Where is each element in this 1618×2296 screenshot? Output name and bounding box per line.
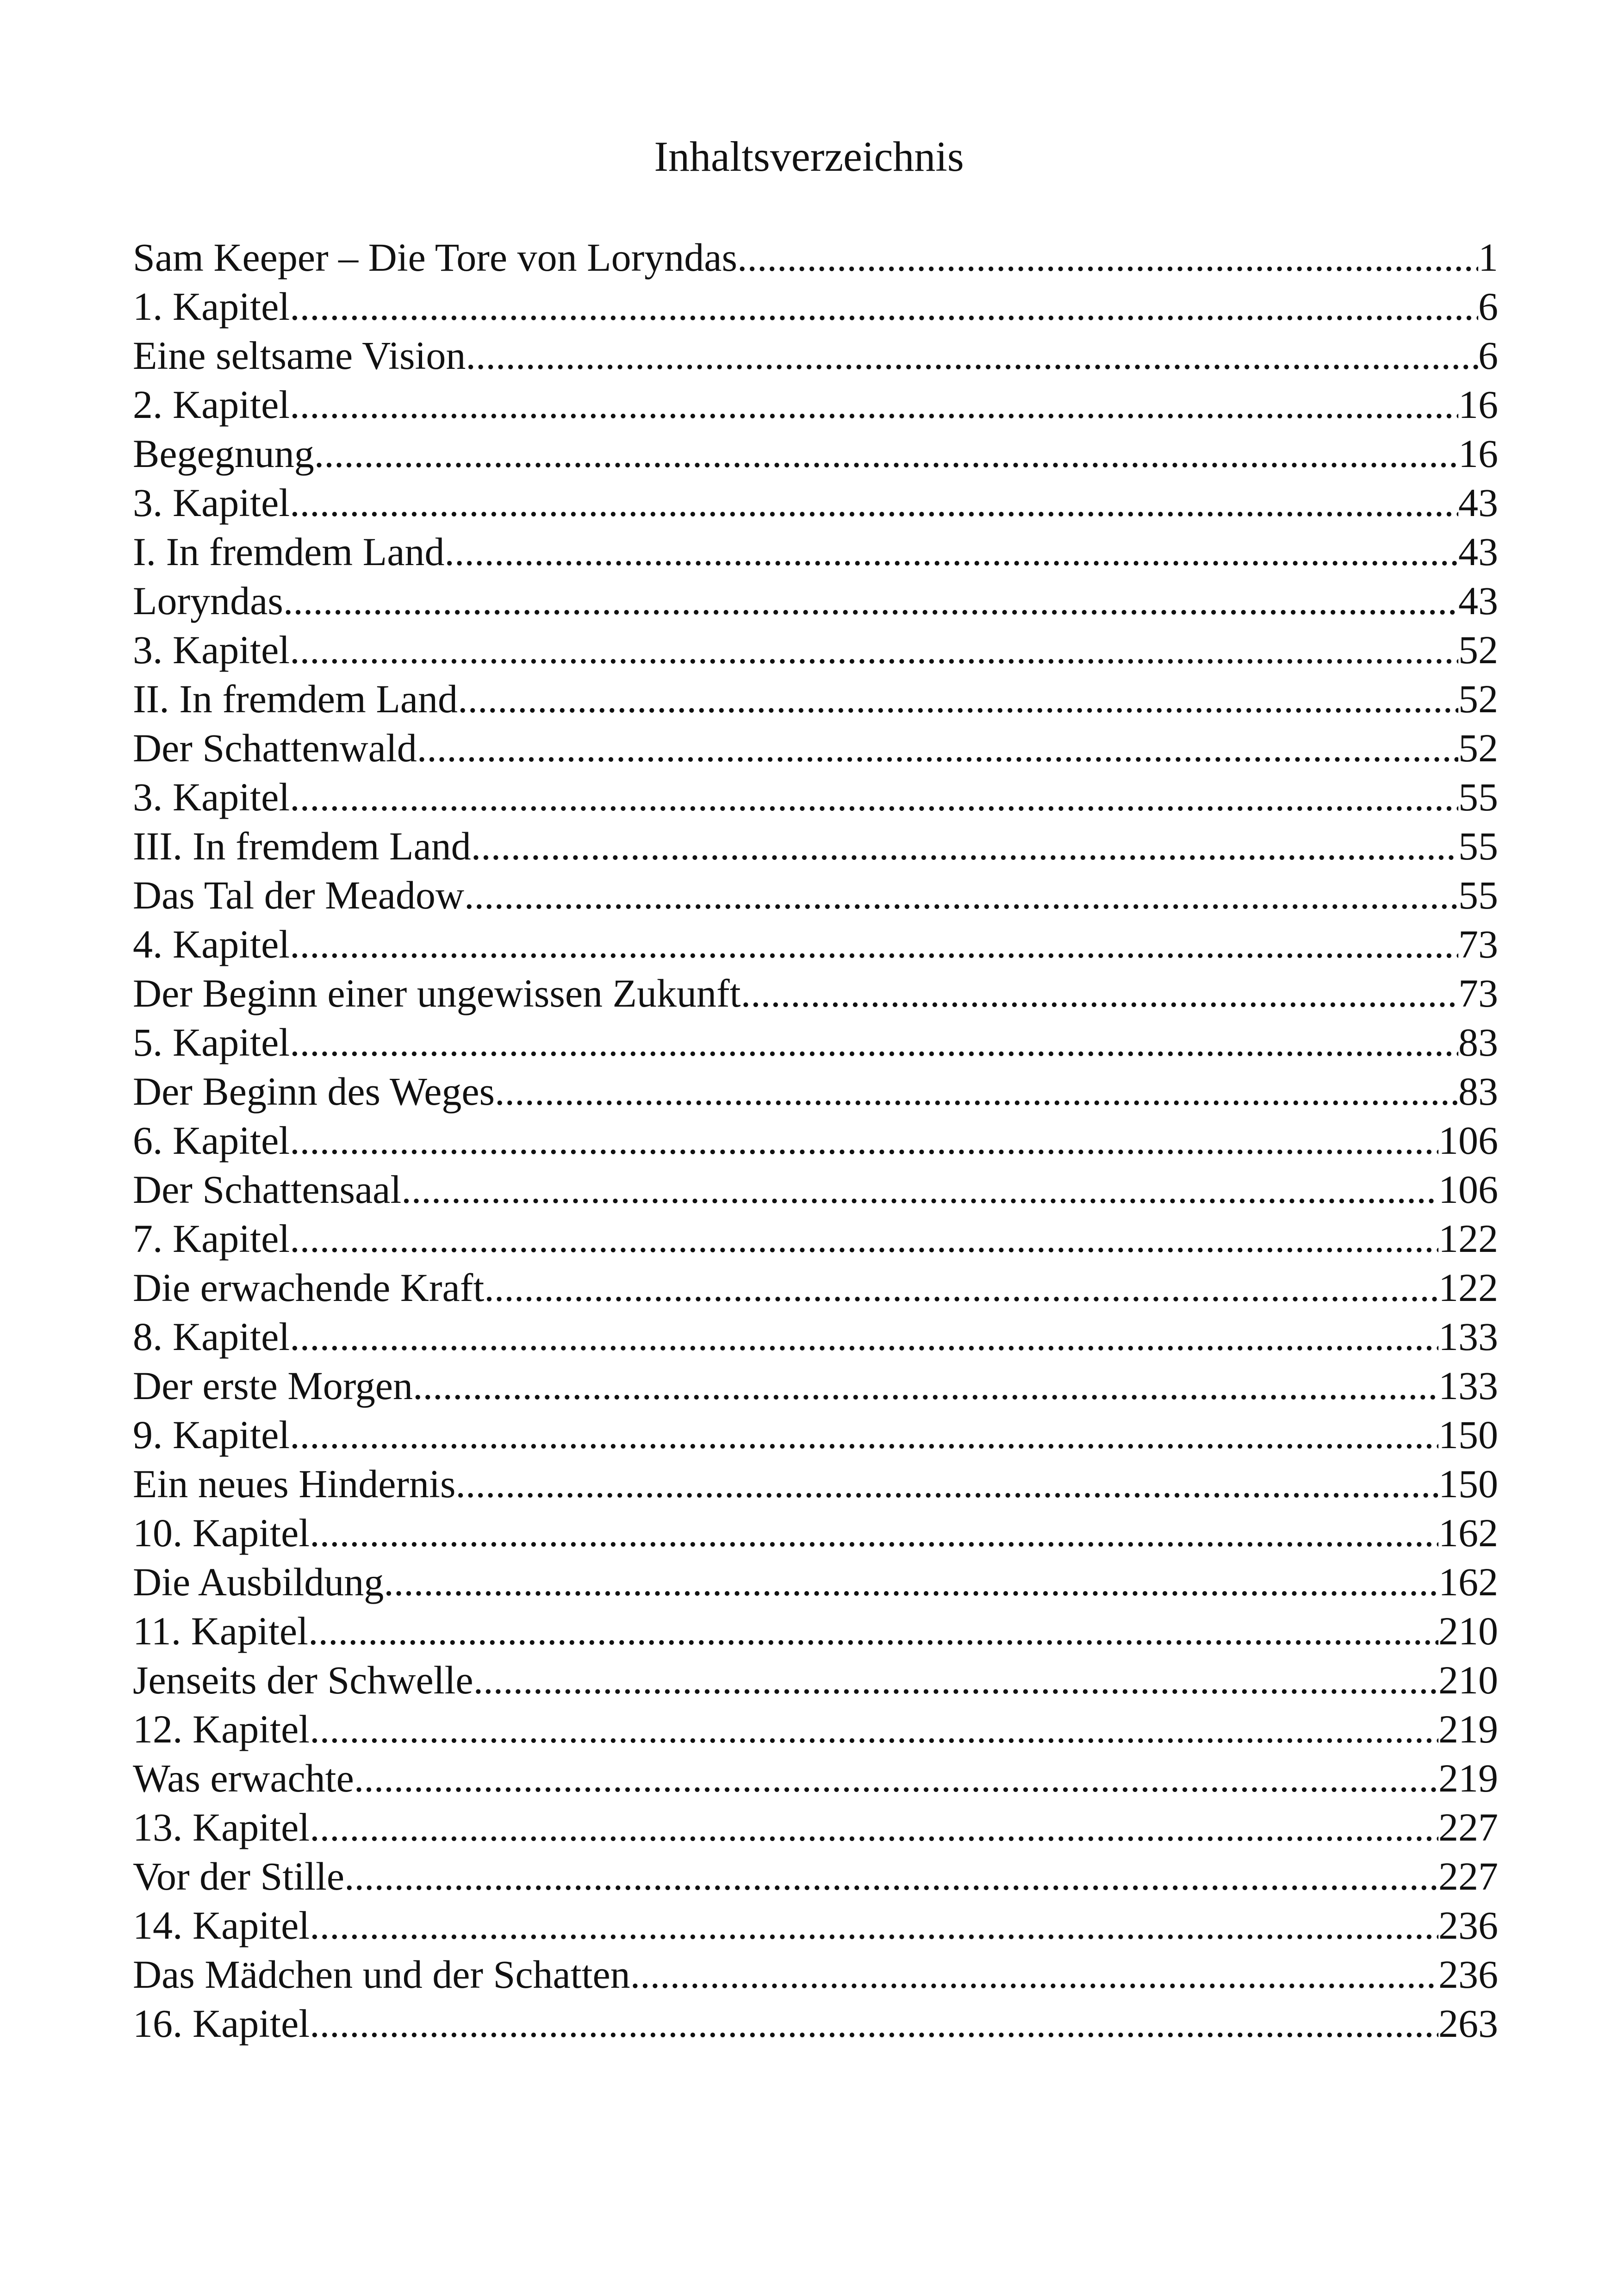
toc-dot-leader (741, 969, 1458, 1018)
toc-entry[interactable] (133, 1606, 1498, 1655)
toc-dot-leader (344, 1852, 1438, 1901)
toc-entry-title: Jenseits der Schwelle (133, 1658, 473, 1702)
toc-entry-title: Das Mädchen und der Schatten (133, 1952, 630, 1997)
toc-dot-leader (310, 1999, 1438, 2048)
toc-dot-leader (464, 871, 1458, 920)
toc-entry-title: Was erwachte (133, 1756, 354, 1800)
toc-dot-leader (737, 233, 1478, 282)
toc-entry-page-number: 83 (1458, 1020, 1498, 1064)
toc-entry-page-number: 1 (1478, 235, 1498, 280)
toc-entry-title: Ein neues Hindernis (133, 1462, 456, 1506)
toc-entry-page-number: 122 (1438, 1216, 1498, 1261)
toc-entry-page-number: 219 (1438, 1756, 1498, 1800)
toc-entry-page-number: 43 (1458, 529, 1498, 574)
page-title: Inhaltsverzeichnis (654, 133, 964, 180)
toc-entry-page-number: 106 (1438, 1118, 1498, 1163)
toc-dot-leader (384, 1557, 1438, 1606)
toc-entry-title: 1. Kapitel (133, 284, 290, 329)
toc-entry-title: 14. Kapitel (133, 1903, 310, 1948)
toc-entry-title: Sam Keeper – Die Tore von Loryndas (133, 235, 737, 280)
table-of-contents (133, 233, 1498, 2048)
toc-entry-title: 13. Kapitel (133, 1805, 310, 1849)
toc-entry-title: 16. Kapitel (133, 2001, 310, 2046)
toc-entry-title: 11. Kapitel (133, 1609, 308, 1653)
toc-dot-leader (290, 625, 1458, 674)
toc-entry[interactable] (133, 1459, 1498, 1508)
toc-entry-page-number: 52 (1458, 628, 1498, 672)
toc-entry[interactable] (133, 576, 1498, 625)
toc-entry-page-number: 73 (1458, 971, 1498, 1015)
toc-entry[interactable] (133, 1803, 1498, 1852)
toc-entry-page-number: 73 (1458, 922, 1498, 966)
toc-entry-title: 4. Kapitel (133, 922, 290, 966)
toc-entry-page-number: 150 (1438, 1462, 1498, 1506)
toc-entry-title: Begegnung (133, 431, 314, 476)
toc-entry[interactable] (133, 233, 1498, 282)
toc-dot-leader (310, 1803, 1438, 1852)
toc-entry[interactable] (133, 871, 1498, 920)
toc-entry[interactable] (133, 1018, 1498, 1067)
toc-entry-title: III. In fremdem Land (133, 824, 471, 868)
toc-entry[interactable] (133, 1852, 1498, 1901)
toc-entry[interactable] (133, 723, 1498, 772)
toc-entry-title: 3. Kapitel (133, 775, 290, 819)
toc-entry-page-number: 122 (1438, 1265, 1498, 1310)
toc-entry[interactable] (133, 1312, 1498, 1361)
toc-entry-page-number: 43 (1458, 480, 1498, 525)
toc-dot-leader (290, 1312, 1438, 1361)
toc-entry[interactable] (133, 674, 1498, 723)
toc-entry[interactable] (133, 1901, 1498, 1950)
toc-entry-page-number: 16 (1458, 431, 1498, 476)
toc-entry-title: Der Beginn einer ungewissen Zukunft (133, 971, 741, 1015)
toc-dot-leader (466, 331, 1478, 380)
toc-dot-leader (310, 1508, 1438, 1557)
toc-entry-page-number: 133 (1438, 1363, 1498, 1408)
toc-entry[interactable] (133, 527, 1498, 576)
toc-dot-leader (290, 920, 1458, 969)
toc-dot-leader (290, 478, 1458, 527)
toc-entry-title: Der Schattensaal (133, 1167, 402, 1212)
toc-dot-leader (471, 821, 1458, 871)
toc-entry-page-number: 162 (1438, 1511, 1498, 1555)
toc-entry-page-number: 133 (1438, 1314, 1498, 1359)
toc-dot-leader (308, 1606, 1438, 1655)
toc-entry-title: Das Tal der Meadow (133, 873, 465, 917)
toc-dot-leader (290, 1214, 1438, 1263)
toc-entry-title: 12. Kapitel (133, 1707, 310, 1751)
toc-dot-leader (455, 1459, 1438, 1508)
toc-entry[interactable] (133, 1754, 1498, 1803)
toc-entry-title: II. In fremdem Land (133, 677, 458, 721)
toc-entry-page-number: 236 (1438, 1903, 1498, 1948)
toc-entry[interactable] (133, 1165, 1498, 1214)
toc-dot-leader (630, 1950, 1438, 1999)
toc-entry-page-number: 55 (1458, 824, 1498, 868)
toc-entry[interactable] (133, 1557, 1498, 1606)
toc-entry[interactable] (133, 1361, 1498, 1410)
toc-entry-title: Eine seltsame Vision (133, 333, 466, 378)
toc-entry-page-number: 106 (1438, 1167, 1498, 1212)
toc-dot-leader (290, 282, 1478, 331)
toc-entry-page-number: 55 (1458, 873, 1498, 917)
toc-dot-leader (310, 1705, 1438, 1754)
toc-entry-page-number: 83 (1458, 1069, 1498, 1114)
toc-entry[interactable] (133, 625, 1498, 674)
toc-dot-leader (290, 1116, 1438, 1165)
toc-dot-leader (314, 429, 1458, 478)
toc-entry-title: 10. Kapitel (133, 1511, 310, 1555)
toc-entry-page-number: 16 (1458, 382, 1498, 427)
toc-dot-leader (484, 1263, 1438, 1312)
toc-entry[interactable] (133, 1214, 1498, 1263)
toc-entry-page-number: 210 (1438, 1609, 1498, 1653)
toc-entry-title: Die Ausbildung (133, 1560, 384, 1604)
toc-entry-page-number: 210 (1438, 1658, 1498, 1702)
toc-entry-title: 5. Kapitel (133, 1020, 290, 1064)
toc-entry-page-number: 43 (1458, 579, 1498, 623)
toc-dot-leader (290, 1410, 1438, 1459)
toc-dot-leader (401, 1165, 1438, 1214)
toc-entry[interactable] (133, 920, 1498, 969)
toc-entry[interactable] (133, 1508, 1498, 1557)
toc-entry[interactable] (133, 1950, 1498, 1999)
toc-entry[interactable] (133, 772, 1498, 821)
toc-dot-leader (495, 1067, 1458, 1116)
toc-entry-title: Der Beginn des Weges (133, 1069, 495, 1114)
toc-entry[interactable] (133, 1410, 1498, 1459)
toc-entry-title: Der Schattenwald (133, 726, 417, 770)
toc-entry-page-number: 227 (1438, 1854, 1498, 1898)
toc-entry-title: 2. Kapitel (133, 382, 290, 427)
toc-entry[interactable] (133, 380, 1498, 429)
toc-entry[interactable] (133, 429, 1498, 478)
toc-entry-title: Loryndas (133, 579, 283, 623)
toc-entry-title: 6. Kapitel (133, 1118, 290, 1163)
toc-entry-title: 9. Kapitel (133, 1412, 290, 1457)
toc-entry-title: 3. Kapitel (133, 628, 290, 672)
toc-entry[interactable] (133, 1067, 1498, 1116)
toc-entry[interactable] (133, 969, 1498, 1018)
toc-entry[interactable] (133, 282, 1498, 331)
toc-entry-page-number: 236 (1438, 1952, 1498, 1997)
toc-entry-title: Die erwachende Kraft (133, 1265, 485, 1310)
toc-entry-page-number: 55 (1458, 775, 1498, 819)
toc-entry-title: Der erste Morgen (133, 1363, 413, 1408)
toc-dot-leader (417, 723, 1458, 772)
toc-entry-page-number: 6 (1478, 284, 1498, 329)
toc-entry-page-number: 263 (1438, 2001, 1498, 2046)
toc-entry[interactable] (133, 1705, 1498, 1754)
toc-entry-page-number: 52 (1458, 726, 1498, 770)
toc-entry-title: 8. Kapitel (133, 1314, 290, 1359)
toc-entry[interactable] (133, 478, 1498, 527)
toc-entry-title: 3. Kapitel (133, 480, 290, 525)
toc-entry-page-number: 162 (1438, 1560, 1498, 1604)
toc-dot-leader (458, 674, 1458, 723)
toc-dot-leader (413, 1361, 1438, 1410)
toc-entry[interactable] (133, 1116, 1498, 1165)
toc-entry-title: Vor der Stille (133, 1854, 345, 1898)
toc-dot-leader (283, 576, 1458, 625)
toc-dot-leader (444, 527, 1458, 576)
toc-entry[interactable] (133, 1263, 1498, 1312)
toc-entry-title: 7. Kapitel (133, 1216, 290, 1261)
toc-entry-page-number: 6 (1478, 333, 1498, 378)
toc-dot-leader (310, 1901, 1438, 1950)
toc-entry[interactable] (133, 821, 1498, 871)
toc-dot-leader (290, 772, 1458, 821)
toc-entry[interactable] (133, 331, 1498, 380)
toc-dot-leader (290, 380, 1458, 429)
toc-dot-leader (354, 1754, 1438, 1803)
toc-entry-page-number: 219 (1438, 1707, 1498, 1751)
toc-entry-page-number: 227 (1438, 1805, 1498, 1849)
toc-entry[interactable] (133, 1999, 1498, 2048)
toc-entry-page-number: 150 (1438, 1412, 1498, 1457)
toc-entry-page-number: 52 (1458, 677, 1498, 721)
toc-entry[interactable] (133, 1655, 1498, 1705)
toc-dot-leader (290, 1018, 1458, 1067)
toc-dot-leader (473, 1655, 1438, 1705)
toc-entry-title: I. In fremdem Land (133, 529, 445, 574)
